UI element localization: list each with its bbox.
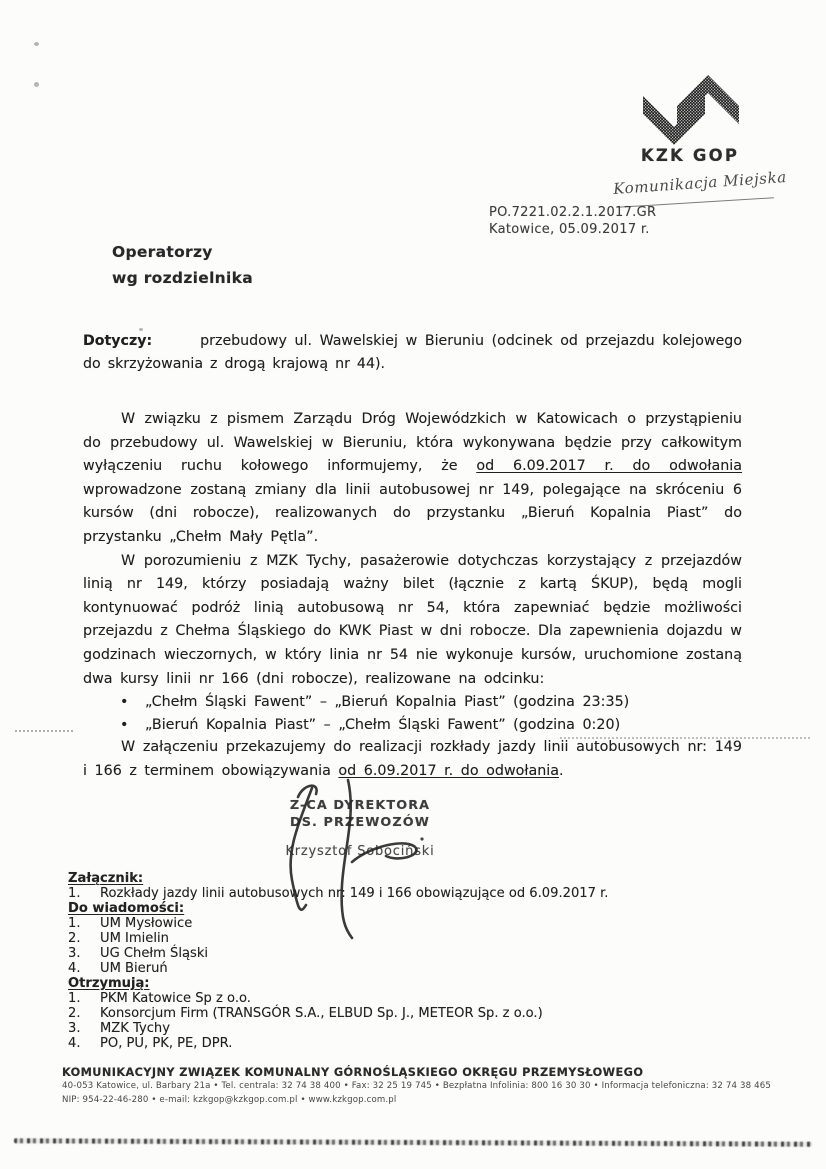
scan-speck xyxy=(34,42,39,46)
letter-body xyxy=(83,408,742,784)
addressee-line2: wg rozdzielnika xyxy=(112,268,253,287)
list-item-text: UM Mysłowice xyxy=(100,916,193,931)
signer-name: Krzysztof Sobociński xyxy=(285,844,435,859)
subject-label: Dotyczy: xyxy=(83,333,153,349)
paragraph-2: W porozumieniu z MZK Tychy, pasażerowie dotychczas korzystający z przejazdów linią nr 149, którzy posiadają ważny bilet (łącznie z kartą ŚKUP), będą mogli kontynuować podróż linią autobusową nr 54, która zapewniać będzie możliwości przejazdu z Chełma Śląskiego do KWK Piast w dni robocze. Dla zapewnienia dojazdu w godzinach wieczornych, w który linia nr 54 nie wykonuje kursów, uruchomione zostaną dwa kursy linii nr 166 (dni robocze), realizowane na odcinku: xyxy=(83,552,742,687)
scan-dotted-artifact xyxy=(15,730,73,732)
bullet-item xyxy=(83,714,742,737)
list-item-text: Konsorcjum Firm (TRANSGÓR S.A., ELBUD Sp. J., METEOR Sp. z o.o.) xyxy=(100,1006,543,1021)
list-item-number: 1. xyxy=(68,991,81,1006)
list-item xyxy=(68,1021,778,1036)
distribution-section xyxy=(68,871,778,1051)
list-item-number: 4. xyxy=(68,961,81,976)
list-item-number: 2. xyxy=(68,1006,81,1021)
list-item-number: 2. xyxy=(68,931,81,946)
list-item xyxy=(68,916,778,931)
bullet-text: „Bieruń Kopalnia Piast” – „Chełm Śląski Fawent” (godzina 0:20) xyxy=(145,716,621,733)
cc-heading: Do wiadomości: xyxy=(68,901,185,916)
list-item-text: UM Imielin xyxy=(100,931,169,946)
list-item xyxy=(68,886,778,901)
list-item-text: MZK Tychy xyxy=(100,1021,170,1036)
list-item xyxy=(68,1006,778,1021)
list-item-text: PKM Katowice Sp z o.o. xyxy=(100,991,251,1006)
list-item-text: UM Bieruń xyxy=(100,961,168,976)
paragraph-3-pre: W załączeniu przekazujemy do realizacji rozkłady jazdy linii autobusowych nr: 149 i 166 z terminem obowiązywania xyxy=(83,739,742,779)
place-and-date: Katowice, 05.09.2017 r. xyxy=(489,221,650,237)
list-item-text: UG Chełm Śląski xyxy=(100,946,209,961)
brand-tagline: Komunikacja Miejska xyxy=(612,167,788,199)
bullet-item xyxy=(83,691,742,714)
list-item xyxy=(68,1036,778,1051)
letterhead-footer xyxy=(62,1066,806,1106)
kzk-gop-logo-icon xyxy=(636,66,746,150)
organization-name: KOMUNIKACYJNY ZWIĄZEK KOMUNALNY GÓRNOŚLĄSKIEGO OKRĘGU PRZEMYSŁOWEGO xyxy=(62,1066,644,1079)
paragraph-1-post: wprowadzone zostaną zmiany dla linii autobusowej nr 149, polegające na skróceniu 6 kursów (dni robocze), realizowanych do przystanku „Bieruń Kopalnia Piast” do przystanku „Chełm Mały Pętla”. xyxy=(83,481,742,545)
paragraph-1-underlined-dates: od 6.09.2017 r. do odwołania xyxy=(476,458,743,475)
paragraph-3-post: . xyxy=(559,762,564,779)
reference-block xyxy=(489,205,656,238)
paragraph-1 xyxy=(83,408,742,550)
subject-paragraph xyxy=(83,330,742,377)
bullet-icon: • xyxy=(120,694,129,711)
list-item xyxy=(68,991,778,1006)
list-item-text: PO, PU, PK, PE, DPR. xyxy=(100,1036,233,1051)
scan-speck xyxy=(34,82,39,87)
stamp-title-line1: Z-CA DYREKTORA xyxy=(289,798,431,813)
recipients-heading: Otrzymują: xyxy=(68,976,150,991)
list-item xyxy=(68,961,778,976)
addressee-line1: Operatorzy xyxy=(112,243,213,261)
list-item-text: Rozkłady jazdy linii autobusowych nr: 149 i 166 obowiązujące od 6.09.2017 r. xyxy=(100,886,609,901)
list-item xyxy=(68,931,778,946)
bullet-icon: • xyxy=(120,716,129,733)
list-item xyxy=(68,946,778,961)
scan-edge-smudge xyxy=(14,1138,812,1146)
stamp-title-line2: DS. PRZEWOZÓW xyxy=(290,815,430,830)
list-item-number: 1. xyxy=(68,886,81,901)
list-item-number: 3. xyxy=(68,946,81,961)
paragraph-3-underlined-dates: od 6.09.2017 r. do odwołania xyxy=(338,762,559,779)
list-item-number: 4. xyxy=(68,1036,81,1051)
attachments-heading: Załącznik: xyxy=(68,871,144,886)
reference-number: PO.7221.02.2.1.2017.GR xyxy=(489,205,657,220)
bullet-text: „Chełm Śląski Fawent” – „Bieruń Kopalnia Piast” (godzina 23:35) xyxy=(145,694,630,711)
organization-contact-line: NIP: 954-22-46-280 • e-mail: kzkgop@kzkgop.com.pl • www.kzkgop.com.pl xyxy=(62,1094,397,1105)
brand-name: KZK GOP xyxy=(640,146,740,165)
paragraph-1-pre: W związku z pismem Zarządu Dróg Wojewódzkich w Katowicach o przystąpieniu do przebudowy ul. Wawelskiej w Bieruniu, która wykonywana będzie przy całkowitym wyłączeniu ruchu kołowego informujemy, że xyxy=(83,411,742,475)
list-item-number: 1. xyxy=(68,916,81,931)
organization-address-line: 40-053 Katowice, ul. Barbary 21a • Tel. centrala: 32 74 38 400 • Fax: 32 25 19 745 • Bezpłatna Infolinia: 800 16 30 30 • Informacja telefoniczna: 32 74 38 465 xyxy=(62,1081,771,1091)
subject-text: przebudowy ul. Wawelskiej w Bieruniu (odcinek od przejazdu kolejowego do skrzyżowania z drogą krajową nr 44). xyxy=(83,333,742,373)
addressee-block xyxy=(112,240,253,291)
list-item-number: 3. xyxy=(68,1021,81,1036)
